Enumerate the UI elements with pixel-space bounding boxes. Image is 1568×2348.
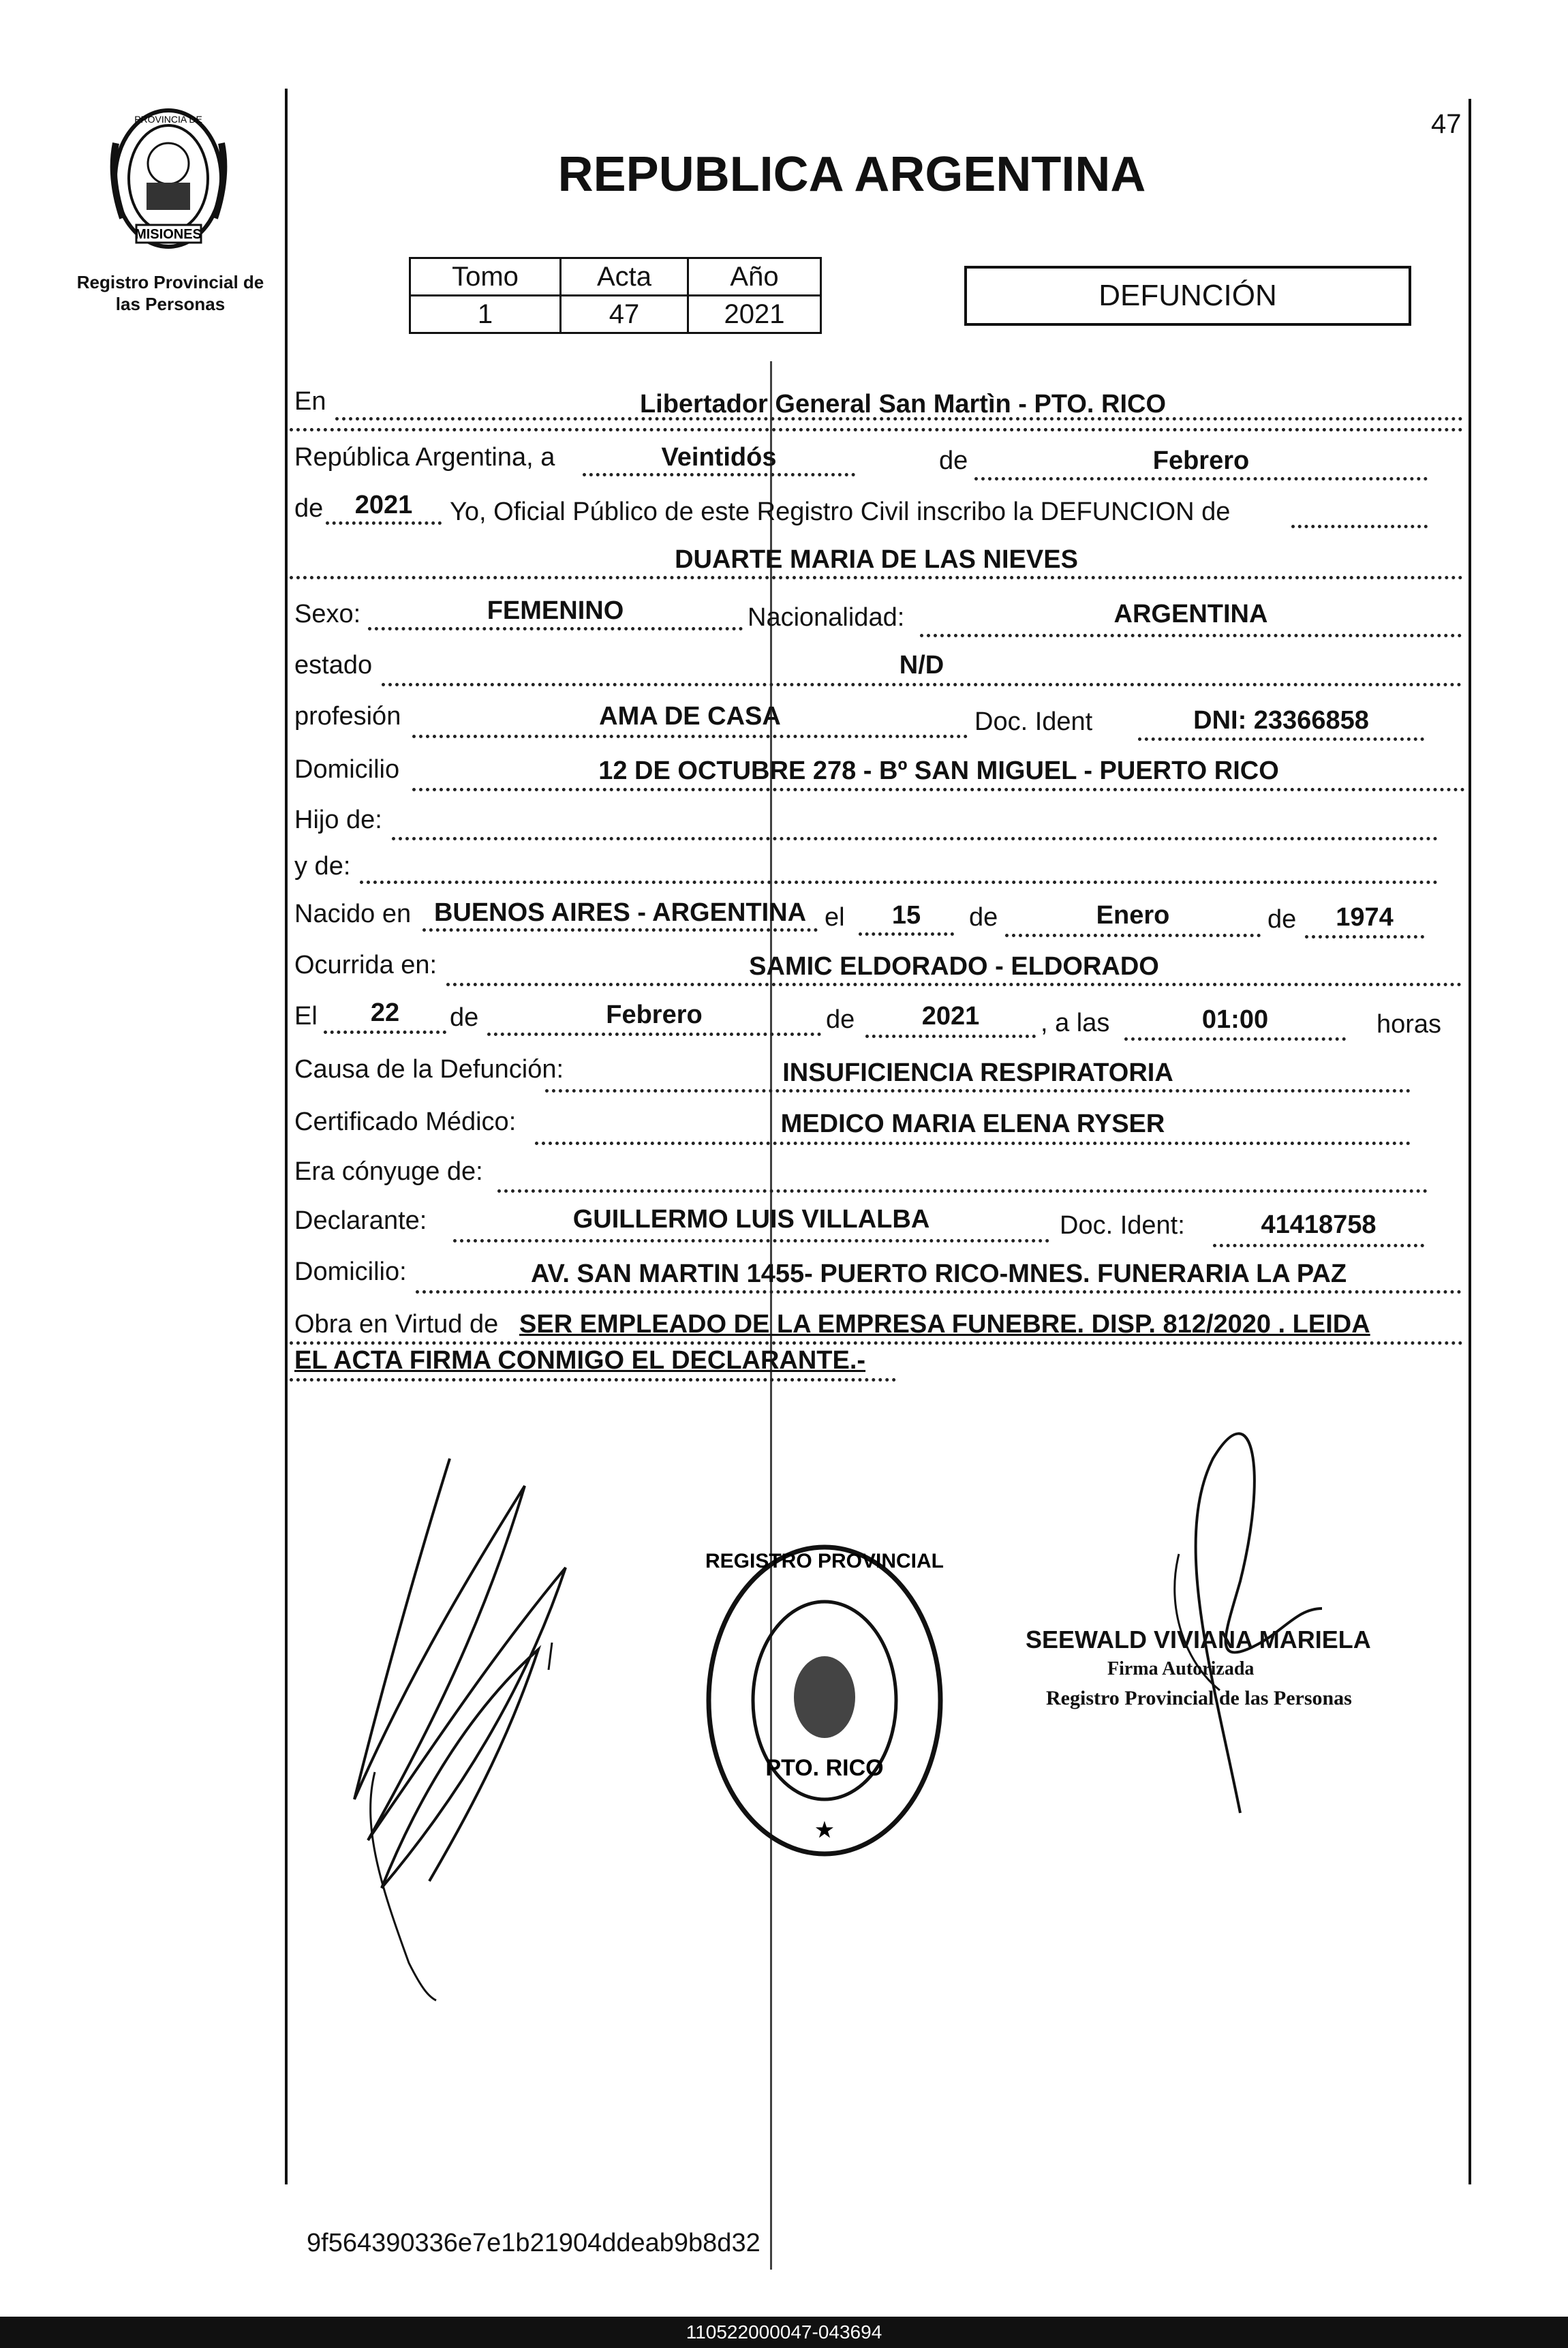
republica-label: República Argentina, a — [294, 443, 555, 472]
seal-center-text: PTO. RICO — [765, 1755, 884, 1781]
profesion-label: profesión — [294, 702, 401, 731]
sexo-value: FEMENINO — [487, 596, 624, 625]
en-value: Libertador General San Martìn - PTO. RICO — [639, 390, 1167, 418]
nac-de2: de — [1267, 905, 1297, 934]
declarant-signature — [320, 1445, 606, 2004]
horas-label: horas — [1377, 1010, 1442, 1039]
estado-value: N/D — [899, 651, 944, 680]
alas-label: , a las — [1041, 1009, 1110, 1037]
domicilio2-value: AV. SAN MARTIN 1455- PUERTO RICO-MNES. FUNERARIA LA PAZ — [530, 1260, 1347, 1288]
registry-name: Registro Provincial de las Personas — [76, 272, 264, 314]
domicilio2-label: Domicilio: — [294, 1257, 407, 1286]
de-label: de — [939, 446, 968, 475]
dotted-line — [290, 1378, 896, 1382]
nacionalidad-value: ARGENTINA — [1113, 600, 1268, 628]
dotted-line — [535, 1142, 1411, 1145]
domicilio-label: Domicilio — [294, 755, 400, 784]
nac-mes: Enero — [1096, 901, 1170, 930]
obra-value-2: EL ACTA FIRMA CONMIGO EL DECLARANTE.- — [294, 1346, 866, 1375]
certificado-label: Certificado Médico: — [294, 1108, 517, 1136]
def-mes: Febrero — [606, 1001, 703, 1029]
signatory-name: SEEWALD VIVIANA MARIELA — [1026, 1626, 1371, 1653]
def-de1: de — [450, 1003, 479, 1032]
conyuge-label: Era cónyuge de: — [294, 1157, 483, 1186]
svg-text:REGISTRO PROVINCIAL: REGISTRO PROVINCIAL — [705, 1550, 944, 1572]
nac-de1: de — [969, 903, 998, 932]
dotted-line — [324, 1031, 446, 1034]
dotted-line — [920, 634, 1462, 637]
dotted-line — [1305, 935, 1424, 939]
nac-anio: 1974 — [1336, 903, 1394, 932]
registry-table — [409, 257, 822, 334]
dotted-line — [412, 735, 968, 738]
dotted-line — [290, 1341, 1463, 1345]
ocurrida-label: Ocurrida en: — [294, 951, 437, 979]
dotted-line — [422, 928, 818, 932]
anio-value: 2021 — [354, 491, 413, 519]
doc-type-box: DEFUNCIÓN — [964, 266, 1411, 326]
svg-text:MISIONES: MISIONES — [135, 227, 202, 242]
misiones-logo — [102, 102, 235, 256]
declarante-value: GUILLERMO LUIS VILLALBA — [572, 1205, 930, 1234]
doc-label: Doc. Ident — [974, 707, 1093, 736]
page-number: 47 — [1431, 109, 1462, 139]
right-frame-line — [1469, 99, 1471, 2184]
barcode-text: 110522000047-043694 — [0, 2317, 1568, 2348]
page-title: REPUBLICA ARGENTINA — [557, 147, 1146, 202]
nombre-value: DUARTE MARIA DE LAS NIEVES — [675, 545, 1078, 574]
dotted-line — [326, 521, 442, 525]
table-header-anio: Año — [688, 258, 821, 296]
obra-value-1: SER EMPLEADO DE LA EMPRESA FUNEBRE. DISP. 812/2020 . LEIDA — [519, 1310, 1370, 1339]
dotted-line — [487, 1033, 821, 1036]
nac-dia: 15 — [891, 901, 921, 930]
nacido-value: BUENOS AIRES - ARGENTINA — [433, 898, 807, 927]
signatory-role: Firma Autorizada — [1107, 1658, 1255, 1679]
doc-value: DNI: 23366858 — [1193, 706, 1369, 735]
dotted-line — [974, 477, 1428, 481]
def-anio: 2021 — [921, 1002, 980, 1031]
dotted-line — [412, 788, 1465, 791]
table-value-anio: 2021 — [688, 296, 821, 333]
dotted-line — [416, 1290, 1462, 1294]
profesion-value: AMA DE CASA — [599, 702, 781, 731]
dotted-line — [1291, 525, 1428, 528]
dotted-line — [368, 627, 743, 630]
dotted-line — [453, 1239, 1049, 1242]
dotted-line — [335, 417, 1463, 421]
dotted-line — [290, 576, 1463, 579]
sexo-label: Sexo: — [294, 600, 361, 628]
el-label: el — [825, 903, 845, 932]
dotted-line — [360, 881, 1438, 884]
official-seal — [702, 1537, 947, 1864]
def-hora: 01:00 — [1201, 1005, 1269, 1034]
hijo-label: Hijo de: — [294, 806, 382, 834]
dotted-line — [1213, 1244, 1424, 1247]
el2-label: El — [294, 1002, 318, 1031]
def-dia: 22 — [370, 998, 400, 1027]
dotted-line — [1005, 934, 1261, 937]
table-header-acta: Acta — [561, 258, 688, 296]
dotted-line — [290, 428, 1463, 431]
table-value-tomo: 1 — [410, 296, 561, 333]
mes-value: Febrero — [1152, 446, 1250, 475]
yo-text: Yo, Oficial Público de este Registro Civil inscribo la DEFUNCION de — [450, 498, 1231, 526]
doc2-value: 41418758 — [1261, 1210, 1377, 1239]
causa-value: INSUFICIENCIA RESPIRATORIA — [782, 1058, 1173, 1087]
dotted-line — [545, 1089, 1411, 1093]
document-hash: 9f564390336e7e1b21904ddeab9b8d32 — [307, 2229, 760, 2257]
obra-label: Obra en Virtud de — [294, 1310, 499, 1339]
dotted-line — [859, 932, 954, 936]
def-de2: de — [826, 1005, 855, 1034]
dotted-line — [446, 983, 1462, 986]
certificado-value: MEDICO MARIA ELENA RYSER — [780, 1110, 1165, 1138]
nacido-label: Nacido en — [294, 900, 412, 928]
ocurrida-value: SAMIC ELDORADO - ELDORADO — [749, 952, 1159, 981]
table-value-acta: 47 — [561, 296, 688, 333]
table-header-tomo: Tomo — [410, 258, 561, 296]
svg-text:★: ★ — [815, 1819, 834, 1842]
signatory-org: Registro Provincial de las Personas — [1046, 1687, 1352, 1709]
dotted-line — [1124, 1037, 1346, 1041]
doc2-label: Doc. Ident: — [1060, 1211, 1185, 1240]
nacionalidad-label: Nacionalidad: — [748, 603, 905, 632]
dia-value: Veintidós — [661, 443, 777, 472]
dotted-line — [497, 1189, 1428, 1193]
official-signature — [1131, 1404, 1356, 1827]
domicilio-value: 12 DE OCTUBRE 278 - Bº SAN MIGUEL - PUERTO RICO — [598, 757, 1279, 785]
causa-label: Causa de la Defunción: — [294, 1055, 564, 1084]
dotted-line — [865, 1035, 1036, 1038]
dotted-line — [382, 683, 1462, 686]
en-label: En — [294, 387, 326, 416]
left-frame-line — [285, 89, 288, 2184]
yde-label: y de: — [294, 852, 351, 881]
svg-text:PROVINCIA DE: PROVINCIA DE — [134, 114, 202, 125]
estado-label: estado — [294, 651, 373, 680]
declarante-label: Declarante: — [294, 1206, 427, 1235]
dotted-line — [583, 473, 855, 476]
dotted-line — [392, 837, 1438, 840]
de2-label: de — [294, 494, 324, 523]
dotted-line — [1138, 737, 1424, 741]
